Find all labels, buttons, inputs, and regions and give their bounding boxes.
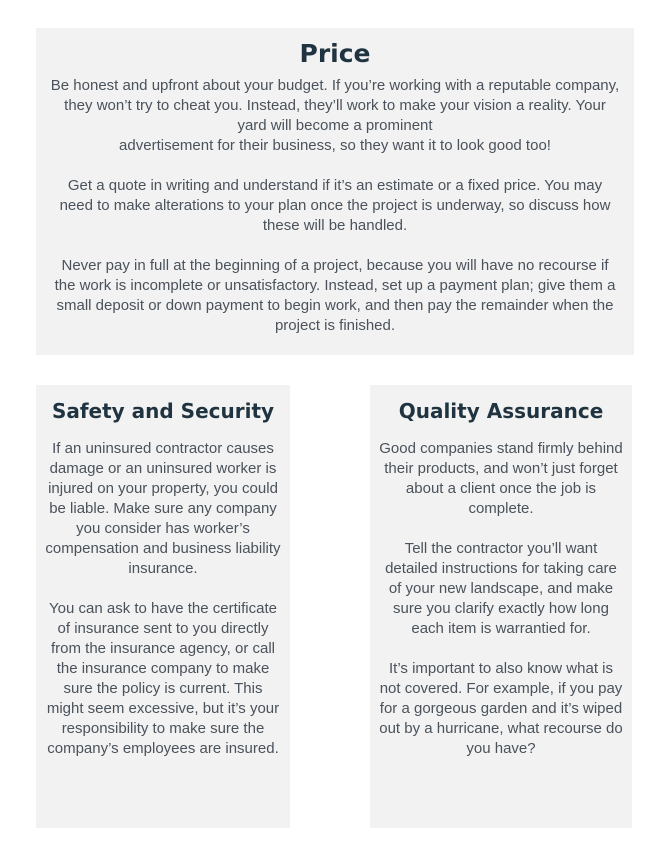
price-title: Price bbox=[299, 39, 371, 68]
price-section bbox=[36, 28, 634, 355]
price-paragraph-payment: Never pay in full at the beginning of a project, because you will have no recourse if the work is incomplete or unsatisfactory. Instead, set up a payment plan; give them a small deposit or down payment to begin work, and then pay the remainder when the project is finished. bbox=[54, 257, 616, 334]
price-paragraph-quote: Get a quote in writing and understand if it’s an estimate or a fixed price. You may need to make alterations to your plan once the project is underway, so discuss how these will be handled. bbox=[59, 177, 611, 234]
quality-section bbox=[370, 385, 632, 828]
safety-title: Safety and Security bbox=[51, 399, 275, 423]
safety-section bbox=[36, 385, 290, 828]
safety-paragraph-liability: If an uninsured contractor causes damage or an uninsured worker is injured on your property, you could be liable. Make sure any company you consider has worker’s compensation and business liability insurance. bbox=[45, 440, 281, 577]
quality-paragraph-coverage: It’s important to also know what is not covered. For example, if you pay for a gorgeous garden and it’s wiped out by a hurricane, what recourse do you have? bbox=[379, 660, 623, 757]
quality-paragraph-companies: Good companies stand firmly behind their products, and won’t just forget about a client once the job is complete. bbox=[379, 440, 623, 517]
safety-paragraph-certificate: You can ask to have the certificate of insurance sent to you directly from the insurance agency, or call the insurance company to make sure the policy is current. This might seem excessive, but it’s your responsibility to make sure the company’s employees are insured. bbox=[46, 600, 280, 757]
quality-title: Quality Assurance bbox=[398, 399, 604, 423]
price-paragraph-budget: Be honest and upfront about your budget. If you’re working with a reputable company, they won’t try to cheat you. Instead, they’ll work to make your vision a reality. Your yard will become a prominent advertisement for their business, so they want it to look good too! bbox=[50, 77, 620, 154]
quality-paragraph-instructions: Tell the contractor you’ll want detailed instructions for taking care of your new landscape, and make sure you clarify exactly how long each item is warrantied for. bbox=[385, 540, 617, 637]
